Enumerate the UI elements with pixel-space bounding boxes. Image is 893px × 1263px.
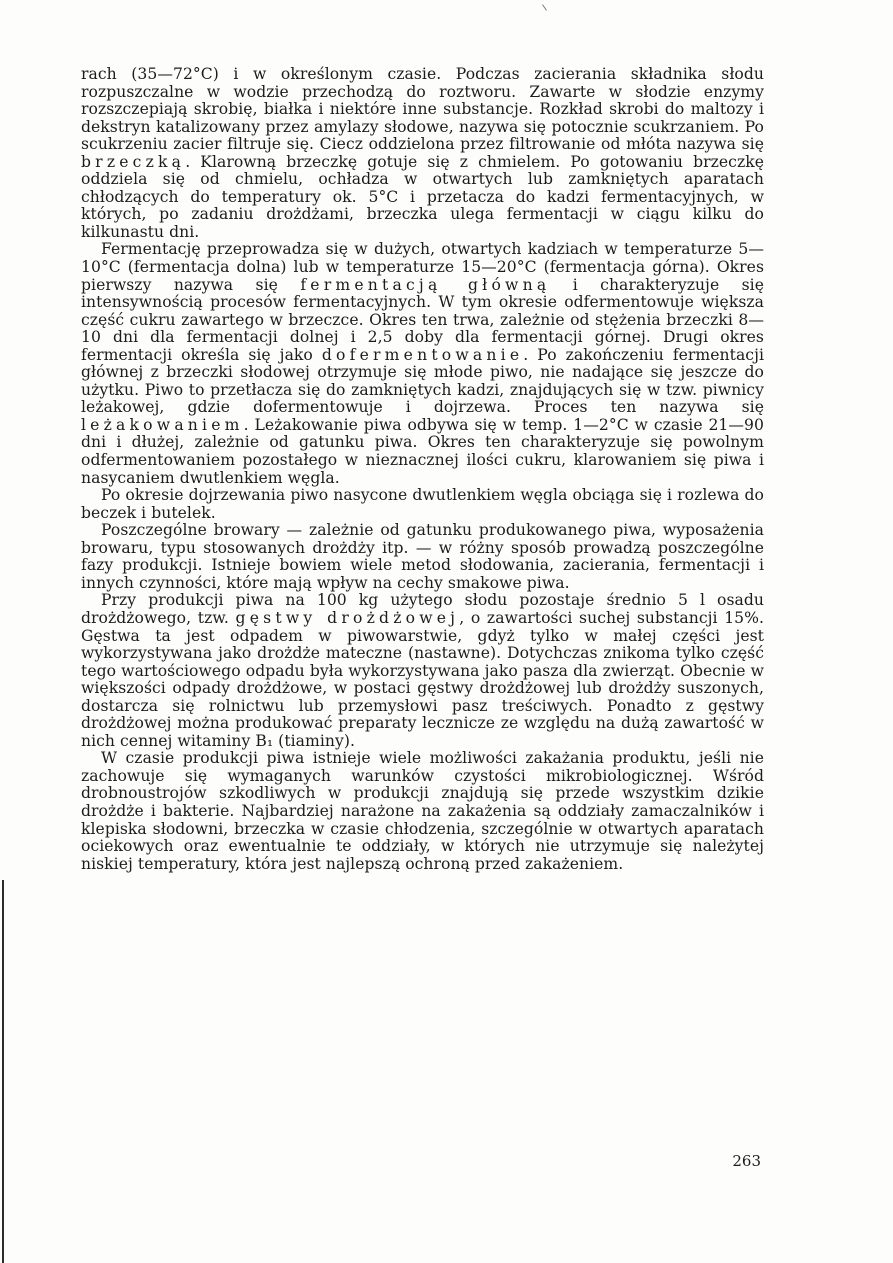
body-text [81,66,764,873]
text-run: , o zawartości suchej substancji 15%. Gęstwa ta jest odpadem w piwowarstwie, gdyż tylko w małej części jest wykorzystywana jako drożdże mateczne (nastawne). Dotychczas znikoma tylko część tego wartościowego odpadu była wykorzystywana jako pasza dla zwierząt. Obecnie w większości odpady drożdżowe, w postaci gęstwy drożdżowej lub drożdży suszonych, dostarcza się rolnictwu lub przemysłowi pasz treściwych. Ponadto z gęstwy drożdżowej można produkować preparaty lecznicze ze względu na dużą zawartość w nich cennej witaminy B₁ (tiaminy). [81,608,765,750]
text-run: Poszczególne browary — zależnie od gatunku produkowanego piwa, wyposażenia browaru, typu stosowanych drożdży itp. — w różny sposób prowadzą poszczególne fazy produkcji. Istnieje bowiem wiele metod słodowania, zacierania, fermentacji i innych czynności, które mają wpływ na cechy smakowe piwa. [81,521,764,592]
spaced-term: gęstwy drożdżowej [235,608,460,627]
paragraph [81,592,764,750]
text-run: i charakteryzuje się intensywnością procesów fermentacyjnych. W tym okresie odfermentowuje większa część cukru zawartego w brzeczce. Okres ten trwa, zależnie od stężenia brzeczki 8—10 dni dla fermentacji dolnej i 2,5 doby dla fermentacji górnej. Drugi okres fermentacji określa się jako [81,275,764,364]
paragraph [81,522,764,592]
scan-speck [542,4,547,10]
text-run: rach (35—72°C) i w określonym czasie. Podczas zacierania składnika słodu rozpuszczalne w wodzie przechodzą do roztworu. Zawarte w słodzie enzymy rozszczepiają skrobię, białka i niektóre inne substancje. Rozkład skrobi do maltozy i dekstryn katalizowany przez amylazy słodowe, nazywa się potocznie scukrzaniem. Po scukrzeniu zacier filtruje się. Ciecz oddzielona przez filtrowanie od młóta nazywa się [81,65,764,154]
spaced-term: dofermentowanie [321,345,524,364]
text-run: W czasie produkcji piwa istnieje wiele możliwości zakażania produktu, jeśli nie zachowuje się wymaganych warunków czystości mikrobiologicznej. Wśród drobnoustrojów szkodliwych w produkcji znajdują się przede wszystkim dzikie drożdże i bakterie. Najbardziej narażone na zakażenia są oddziały zamaczalników i klepiska słodowni, brzeczka w czasie chłodzenia, szczególnie w otwartych aparatach ociekowych oraz ewentualnie te oddziały, w których nie utrzymuje się należytej niskiej temperatury, która jest najlepszą ochroną przed zakażeniem. [81,749,764,873]
text-run: Po okresie dojrzewania piwo nasycone dwutlenkiem węgla obciąga się i rozlewa do beczek i butelek. [81,486,764,522]
spaced-term: brzeczką [81,152,186,171]
text-run: Fermentację przeprowadza się w dużych, otwartych kadziach w temperaturze 5—10°C (fermentacja dolna) lub w temperaturze 15—20°C (fermentacja górna). Okres pierwszy nazywa się [81,240,764,294]
paragraph [81,66,764,241]
paragraph [81,750,764,873]
spaced-term: leżakowaniem [81,415,244,434]
paragraph [81,487,764,522]
scan-binding-edge [2,880,4,1263]
text-run: . Klarowną brzeczkę gotuje się z chmielem. Po gotowaniu brzeczkę oddziela się od chmielu, ochładza w otwartych lub zamkniętych aparatach chłodzących do temperatury ok. 5°C i przetacza do kadzi fermentacyjnych, w których, po zadaniu drożdżami, brzeczka ulega fermentacji w ciągu kilku do kilkunastu dni. [81,152,764,241]
spaced-term: fermentacją główną [300,275,551,294]
text-run: Przy produkcji piwa na 100 kg użytego słodu pozostaje średnio 5 l osadu drożdżowego, tzw. [81,591,764,627]
text-run: . Po zakończeniu fermentacji głównej z brzeczki słodowej otrzymuje się młode piwo, nie nadające się jeszcze do użytku. Piwo to przetłacza się do zamkniętych kadzi, znajdujących się w tzw. piwnicy leżakowej, gdzie dofermentowuje i dojrzewa. Proces ten nazywa się [81,345,764,417]
text-run: . Leżakowanie piwa odbywa się w temp. 1—2°C w czasie 21—90 dni i dłużej, zależnie od gatunku piwa. Okres ten charakteryzuje się powolnym odfermentowaniem pozostałego w nieznacznej ilości cukru, klarowaniem się piwa i nasycaniem dwutlenkiem węgla. [81,415,764,487]
paragraph [81,241,764,487]
page-number: 263 [732,1152,761,1170]
